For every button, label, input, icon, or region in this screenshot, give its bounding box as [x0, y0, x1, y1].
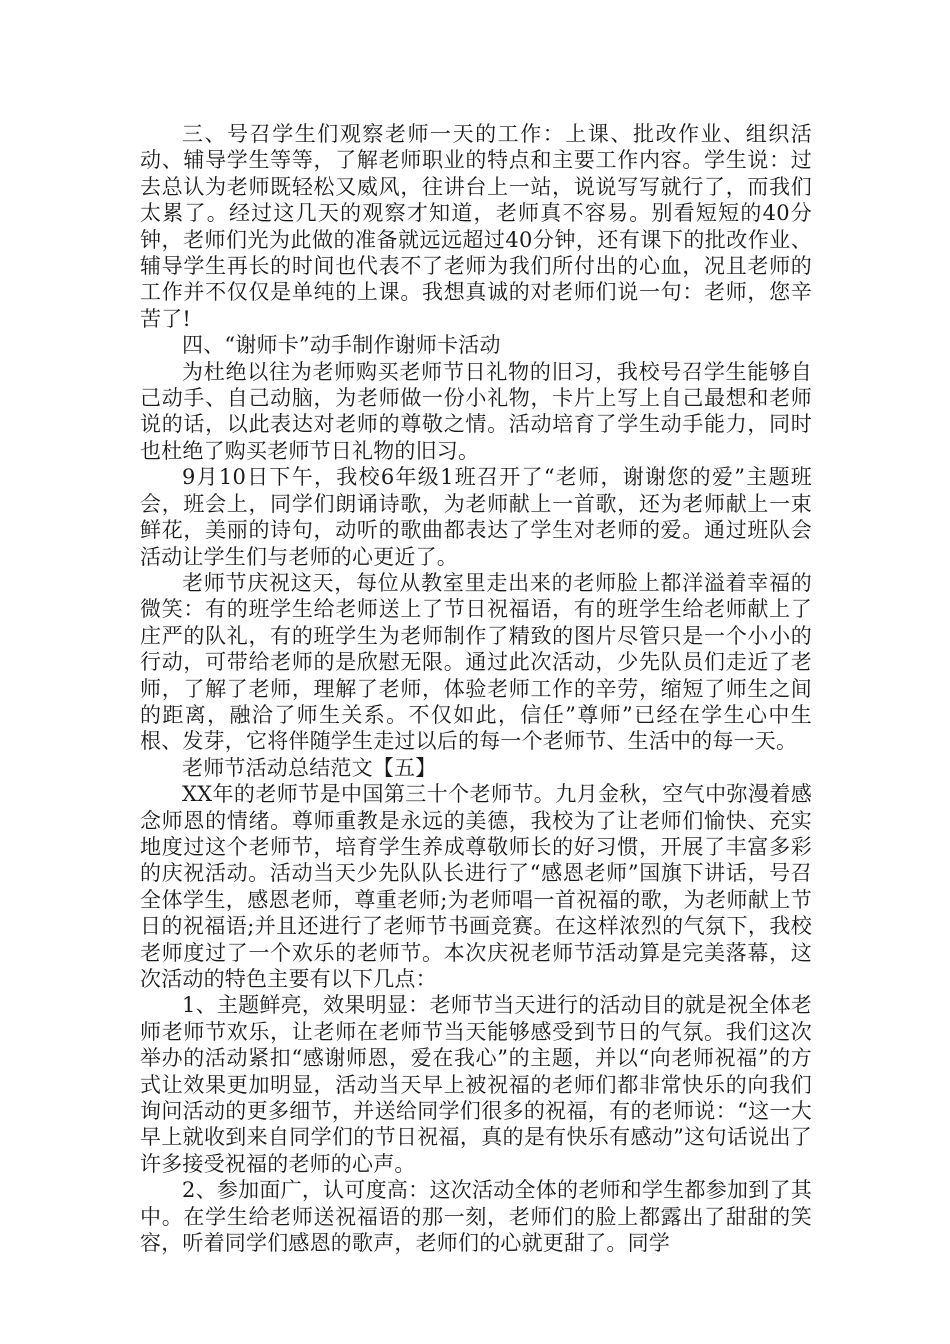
paragraph-point-one-theme: 1、主题鲜亮，效果明显：老师节当天进行的活动目的就是祝全体老师老师节欢乐，让老师在老师节当天能够感受到节日的气氛。我们这次举办的活动紧扣“感谢师恩，爱在我心”的主题，并以“向老师祝福”的方式让效果更加明显，活动当天早上被祝福的老师们都非常快乐的向我们询问活动的更多细节，并送给同学们很多的祝福，有的老师说：“这一大早上就收到来自同学们的节日祝福，真的是有快乐有感动”这句话说出了许多接受祝福的老师的心声。 — [140, 993, 812, 1176]
paragraph-thank-card-heading: 四、“谢师卡”动手制作谢师卡活动 — [182, 333, 501, 358]
paragraph-observe-teacher-work: 三、号召学生们观察老师一天的工作：上课、批改作业、组织活动、辅导学生等等，了解老师职业的特点和主要工作内容。学生说：过去总认为老师既轻松又威风，往讲台上一站，说说写写就行了，而我们太累了。经过这几天的观察才知道，老师真不容易。别看短短的40分钟，老师们光为此做的准备就远远超过40分钟，还有课下的批改作业、辅导学生再长的时间也代表不了老师为我们所付出的心血，况且老师的工作并不仅仅是单纯的上课。我想真诚的对老师们说一句：老师，您辛苦了! — [140, 122, 812, 331]
paragraph-thirtieth-teachers-day: XX年的老师节是中国第三十个老师节。九月金秋，空气中弥漫着感念师恩的情绪。尊师重教是永远的美德，我校为了让老师们愉快、充实地度过这个老师节，培育学生养成尊敬师长的好习惯，开展了丰富多彩的庆祝活动。活动当天少先队队长进行了“感恩老师”国旗下讲话，号召全体学生，感恩老师，尊重老师;为老师唱一首祝福的歌，为老师献上节日的祝福语;并且还进行了老师节书画竞赛。在这样浓烈的气氛下，我校老师度过了一个欢乐的老师节。本次庆祝老师节活动算是完美落幕，这次活动的特色主要有以下几点： — [140, 782, 812, 991]
section-heading-summary-five: 老师节活动总结范文【五】 — [182, 755, 437, 780]
paragraph-point-two-participation: 2、参加面广，认可度高：这次活动全体的老师和学生都参加到了其中。在学生给老师送祝福语的那一刻，老师们的脸上都露出了甜甜的笑容，听着同学们感恩的歌声，老师们的心就更甜了。同学 — [140, 1178, 812, 1256]
paragraph-handmade-gift: 为杜绝以往为老师购买老师节日礼物的旧习，我校号召学生能够自己动手、自己动脑，为老师做一份小礼物，卡片上写上自己最想和老师说的话，以此表达对老师的尊敬之情。活动培育了学生动手能力，同时也杜绝了购买老师节日礼物的旧习。 — [140, 359, 812, 463]
paragraph-class-meeting: 9月10日下午，我校6年级1班召开了“老师，谢谢您的爱”主题班会，班会上，同学们朗诵诗歌，为老师献上一首歌，还为老师献上一束鲜花，美丽的诗句，动听的歌曲都表达了学生对老师的爱。通过班队会活动让学生们与老师的心更近了。 — [140, 465, 812, 569]
paragraph-celebration-day: 老师节庆祝这天，每位从教室里走出来的老师脸上都洋溢着幸福的微笑：有的班学生给老师送上了节日祝福语，有的班学生给老师献上了庄严的队礼，有的班学生为老师制作了精致的图片尽管只是一个小小的行动，可带给老师的是欣慰无限。通过此次活动，少先队员们走近了老师，了解了老师，理解了老师，体验老师工作的辛劳，缩短了师生之间的距离，融洽了师生关系。不仅如此，信任”尊师”已经在学生心中生根、发芽，它将伴随学生走过以后的每一个老师节、生活中的每一天。 — [140, 570, 812, 754]
document-body — [140, 121, 812, 1256]
